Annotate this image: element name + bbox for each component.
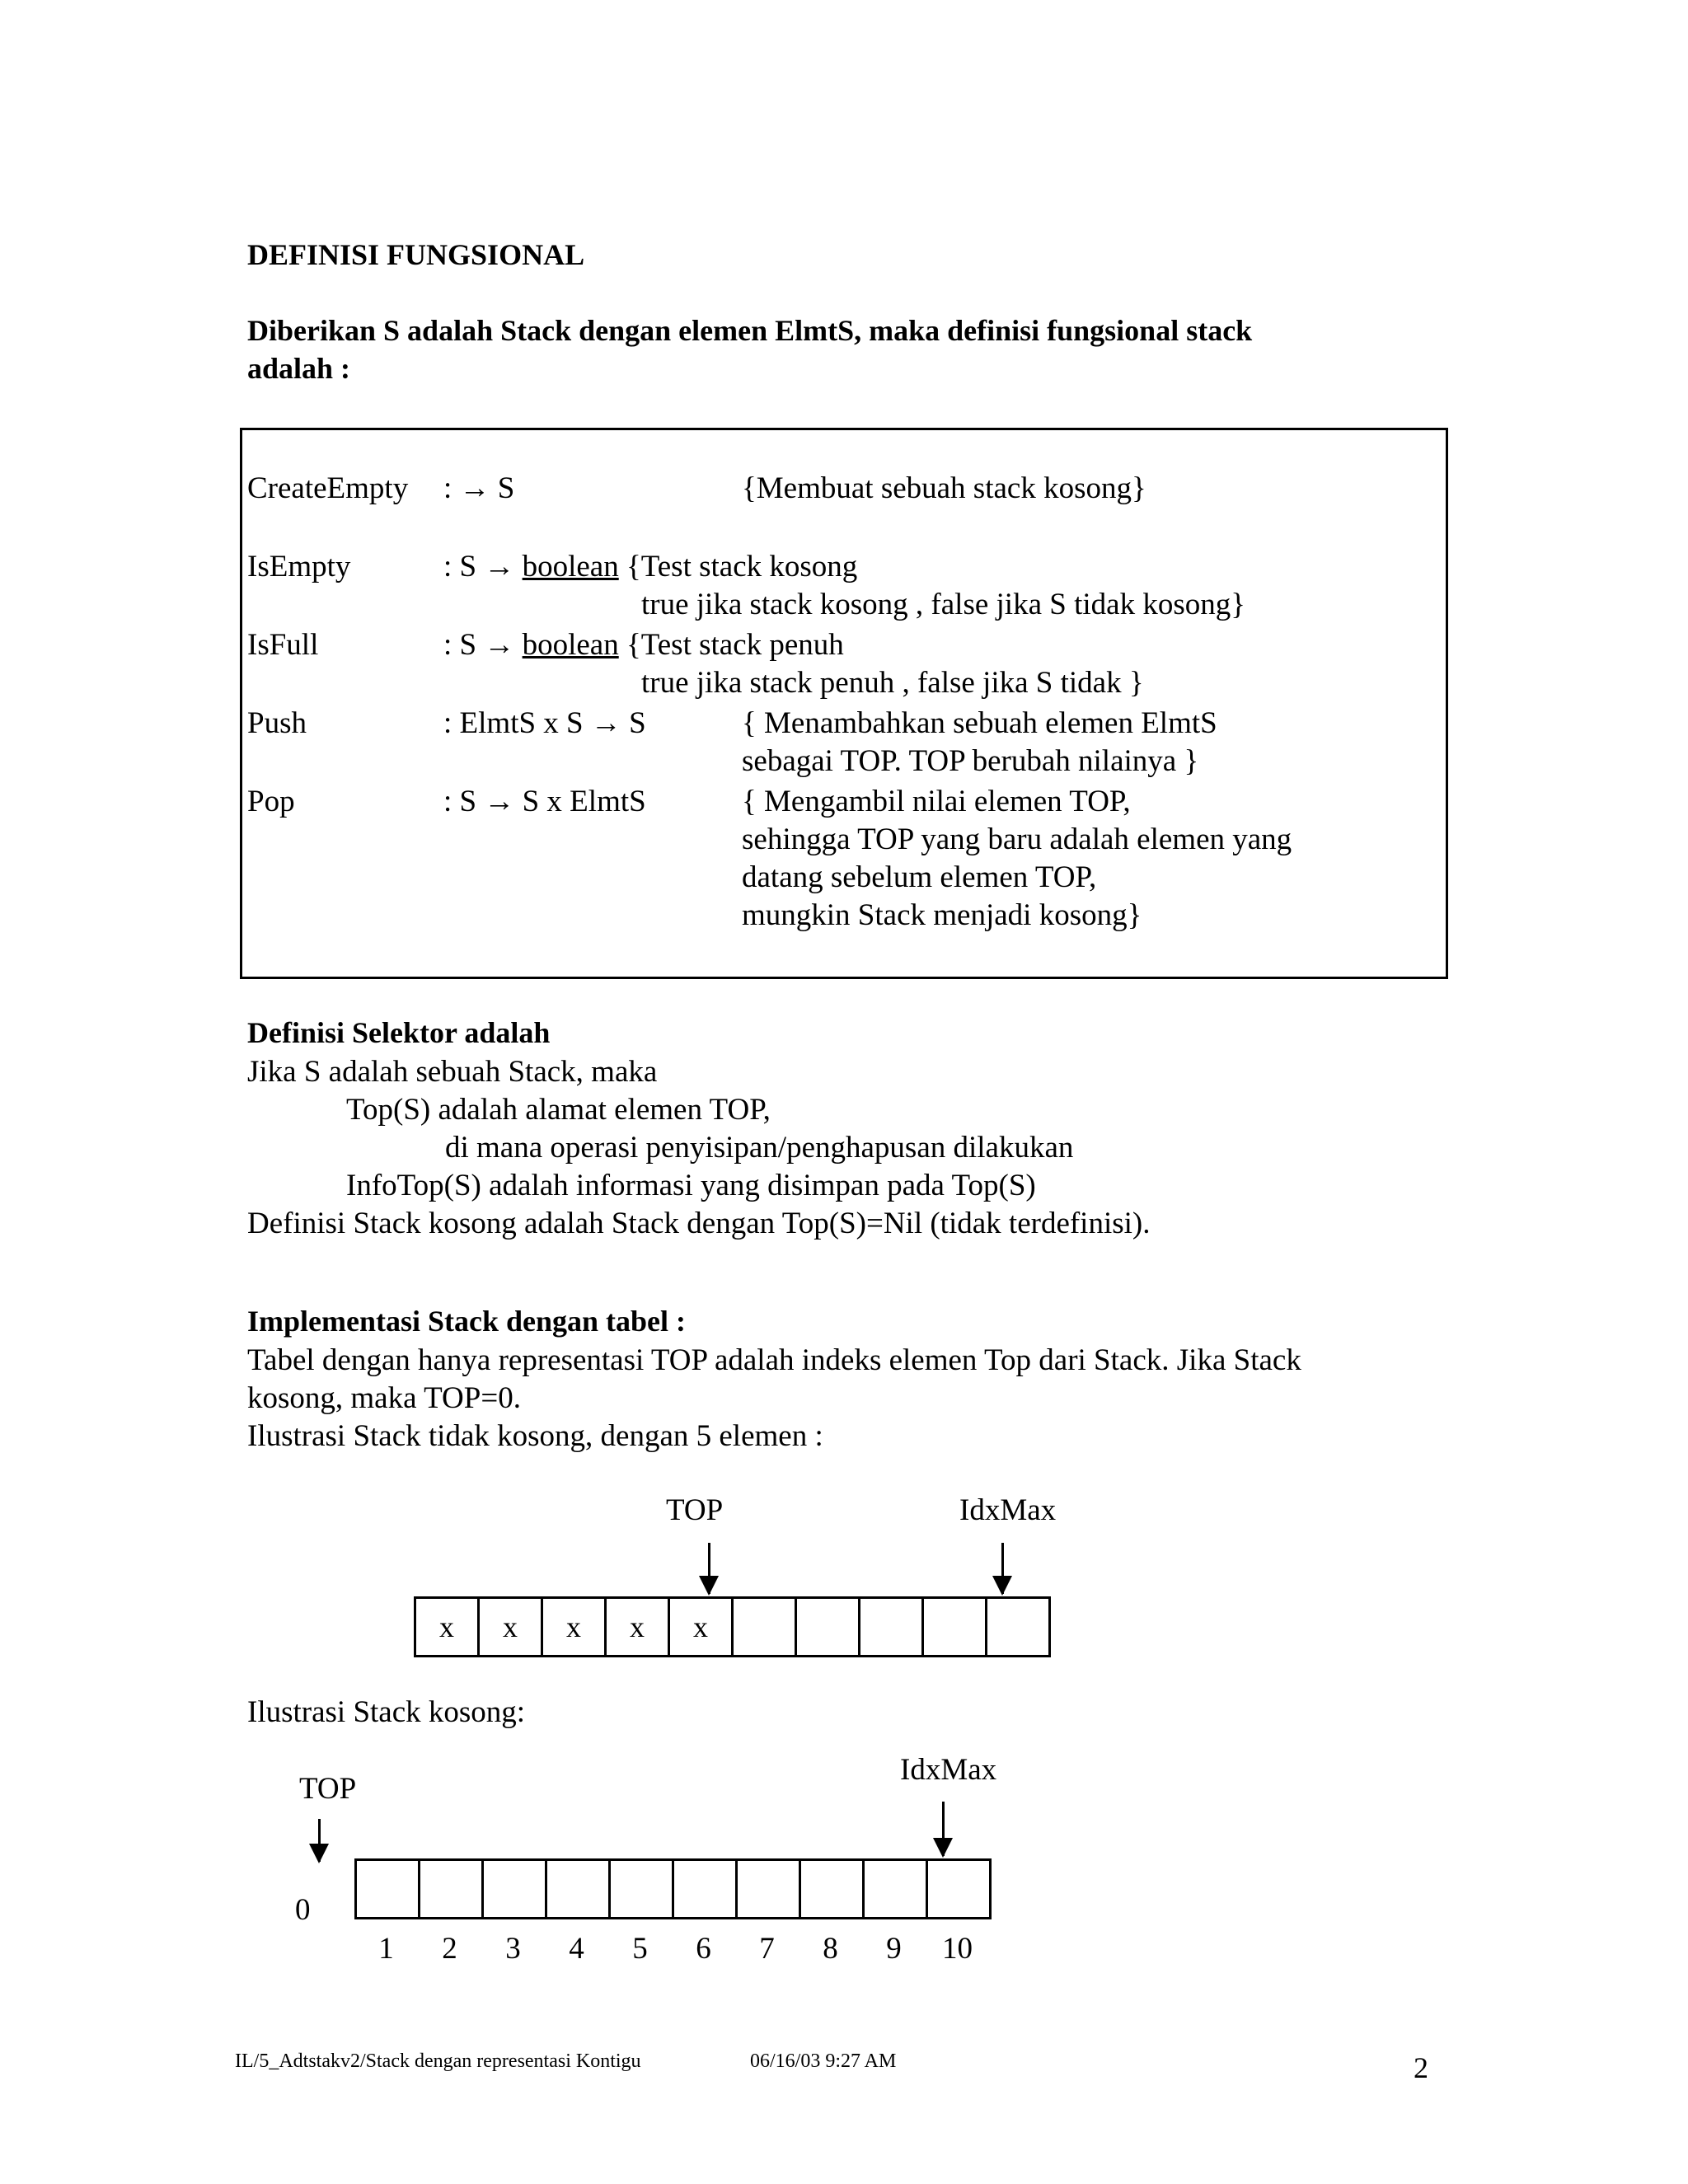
selector-line-3: di mana operasi penyisipan/penghapusan dilakukan	[445, 1131, 1074, 1165]
page-number: 2	[1414, 2051, 1428, 2084]
diagram2-cell	[738, 1858, 801, 1919]
fn-desc-createempty: {Membuat sebuah stack kosong}	[742, 471, 1146, 505]
diagram1-idxmax-arrow	[1001, 1543, 1004, 1594]
footer-path: IL/5_Adtstakv2/Stack dengan representasi Kontigu	[235, 2050, 641, 2072]
diagram2-index: 2	[442, 1932, 457, 1966]
diagram1-stack-table	[414, 1596, 1051, 1657]
diagram1-cell: x	[607, 1596, 670, 1657]
diagram1-cell	[987, 1596, 1051, 1657]
fn-name-isempty: IsEmpty	[247, 550, 351, 583]
diagram1-cell	[734, 1596, 797, 1657]
diagram1-cell	[797, 1596, 860, 1657]
diagram2-index: 7	[759, 1932, 775, 1966]
fn-desc-isempty: true jika stack kosong , false jika S tidak kosong}	[641, 588, 1245, 621]
intro-line-1: Diberikan S adalah Stack dengan elemen ElmtS, maka definisi fungsional stack	[247, 314, 1253, 347]
fn-name-isfull: IsFull	[247, 628, 319, 662]
diagram1-cell: x	[416, 1596, 480, 1657]
diagram2-idxmax-arrow	[942, 1802, 945, 1856]
impl-line-3: Ilustrasi Stack tidak kosong, dengan 5 elemen :	[247, 1419, 823, 1453]
diagram2-index: 8	[823, 1932, 838, 1966]
diagram2-idxmax-label: IdxMax	[900, 1753, 997, 1787]
fn-name-push: Push	[247, 706, 307, 740]
fn-desc-pop-3: datang sebelum elemen TOP,	[742, 860, 1097, 894]
diagram2-index: 1	[378, 1932, 394, 1966]
diagram2-cell	[611, 1858, 674, 1919]
fn-name-pop: Pop	[247, 785, 295, 818]
fn-desc-pop-2: sehingga TOP yang baru adalah elemen yang	[742, 823, 1292, 856]
diagram2-index: 10	[942, 1932, 973, 1966]
diagram1-cell	[860, 1596, 924, 1657]
diagram2-stack-table	[354, 1858, 992, 1919]
footer-date: 06/16/03 9:27 AM	[750, 2050, 897, 2072]
diagram2-index: 5	[632, 1932, 648, 1966]
fn-desc-isfull: true jika stack penuh , false jika S tidak }	[641, 666, 1144, 700]
fn-sig-isfull: : S → boolean {Test stack penuh	[443, 628, 844, 662]
fn-desc-push-2: sebagai TOP. TOP berubah nilainya }	[742, 744, 1199, 778]
diagram2-cell	[801, 1858, 865, 1919]
diagram1-idxmax-label: IdxMax	[959, 1493, 1057, 1527]
diagram2-top-label: TOP	[299, 1772, 357, 1806]
fn-sig-pop: : S → S x ElmtS	[443, 785, 646, 818]
diagram2-cell	[674, 1858, 738, 1919]
fn-sig-push: : ElmtS x S → S	[443, 706, 646, 740]
diagram2-cell	[547, 1858, 611, 1919]
diagram2-cell	[928, 1858, 992, 1919]
fn-desc-pop-4: mungkin Stack menjadi kosong}	[742, 898, 1142, 932]
selector-title: Definisi Selektor adalah	[247, 1016, 551, 1049]
diagram1-cell: x	[543, 1596, 607, 1657]
impl-line-1: Tabel dengan hanya representasi TOP adalah indeks elemen Top dari Stack. Jika Stack	[247, 1343, 1301, 1377]
intro-line-2: adalah :	[247, 352, 351, 385]
diagram1-cell	[924, 1596, 987, 1657]
impl-title: Implementasi Stack dengan tabel :	[247, 1305, 687, 1338]
diagram2-top-arrow	[318, 1819, 321, 1862]
diagram2-cell	[420, 1858, 484, 1919]
diagram2-index: 3	[505, 1932, 521, 1966]
selector-line-5: Definisi Stack kosong adalah Stack dengan Top(S)=Nil (tidak terdefinisi).	[247, 1207, 1151, 1240]
diagram1-top-label: TOP	[666, 1493, 724, 1527]
diagram1-cell: x	[670, 1596, 734, 1657]
selector-line-2: Top(S) adalah alamat elemen TOP,	[346, 1093, 771, 1127]
selector-line-4: InfoTop(S) adalah informasi yang disimpan pada Top(S)	[346, 1169, 1036, 1202]
diagram1-top-arrow	[708, 1543, 710, 1594]
impl-line-2: kosong, maka TOP=0.	[247, 1381, 521, 1415]
fn-desc-push-1: { Menambahkan sebuah elemen ElmtS	[742, 706, 1217, 740]
empty-caption: Ilustrasi Stack kosong:	[247, 1695, 526, 1729]
diagram2-index: 9	[886, 1932, 902, 1966]
fn-sig-isempty: : S → boolean {Test stack kosong	[443, 550, 858, 583]
page-heading: DEFINISI FUNGSIONAL	[247, 238, 585, 271]
fn-name-createempty: CreateEmpty	[247, 471, 409, 505]
diagram2-cell	[865, 1858, 928, 1919]
diagram2-cell	[484, 1858, 547, 1919]
diagram2-cell	[357, 1858, 420, 1919]
diagram2-zero-label: 0	[295, 1893, 311, 1927]
diagram2-index: 6	[696, 1932, 711, 1966]
selector-line-1: Jika S adalah sebuah Stack, maka	[247, 1055, 658, 1089]
diagram2-index-row	[354, 1930, 989, 1968]
diagram1-cell: x	[480, 1596, 543, 1657]
fn-sig-createempty: : → S	[443, 471, 515, 505]
diagram2-index: 4	[569, 1932, 584, 1966]
fn-desc-pop-1: { Mengambil nilai elemen TOP,	[742, 785, 1131, 818]
